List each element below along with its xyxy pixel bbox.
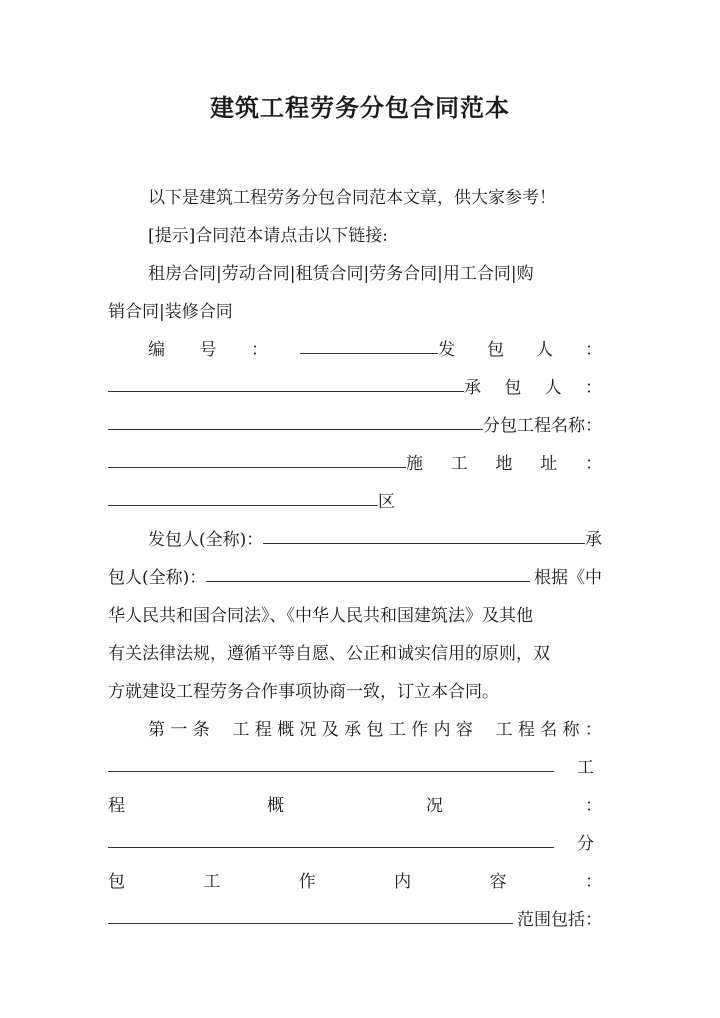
gongzuo-neirong-blank — [108, 923, 513, 924]
address-line — [108, 480, 602, 512]
fabaoren-blank — [108, 391, 464, 392]
shigong-dizhi-label: 施 工 地 址 ： — [406, 454, 602, 474]
article1-project-name-blank — [108, 771, 554, 772]
project-name-blank — [108, 467, 406, 468]
body-line-4: 有关法律法规，遵循平等自愿、公正和诚实信用的原则，双 — [108, 644, 550, 664]
fabaoren-label: 发 包 人 ： — [438, 340, 602, 360]
links-line-2: 销合同|装修合同 — [108, 302, 233, 322]
fabaoren-fullname-line — [148, 518, 602, 550]
fenbao-project-name-line — [108, 404, 602, 436]
fabaoren-fullname-label: 发包人(全称)： — [148, 530, 264, 550]
fen-char: 分 — [577, 834, 594, 854]
links-line-1: 租房合同|劳动合同|租赁合同|劳务合同|用工合同|购 — [148, 264, 534, 284]
chengbaoren-label: 承 包 人 ： — [464, 378, 602, 398]
body-line-5: 方就建设工程劳务合作事项协商一致，订立本合同。 — [108, 682, 499, 702]
qu-label: 区 — [378, 492, 395, 512]
bianhao-label: 编 号 ： — [148, 340, 268, 360]
fabaoren-fullname-blank — [263, 543, 585, 544]
document-title: 建筑工程劳务分包合同范本 — [210, 93, 510, 122]
body-line-3: 华人民共和国合同法》、《中华人民共和国建筑法》及其他 — [108, 606, 533, 626]
fenbao-project-name-label: 分包工程名称： — [483, 416, 602, 436]
project-name-blank-line — [108, 746, 602, 778]
gaikuang-blank — [108, 847, 554, 848]
bianhao-blank — [300, 353, 438, 354]
article-1-heading: 第 一 条 工 程 概 况 及 承 包 工 作 内 容 工 程 名 称 ： — [148, 720, 602, 740]
chengbaoren-fullname-line — [108, 556, 602, 588]
address-blank — [108, 505, 378, 506]
chengbaoren-line — [108, 366, 602, 398]
shigong-dizhi-line — [108, 442, 602, 474]
chengbaoren-fullname-label: 包人(全称)： — [108, 568, 207, 588]
gaikuang-line: 程 概 况 ： — [108, 796, 602, 816]
chengbaoren-fullname-blank — [206, 581, 530, 582]
intro-paragraph: 以下是建筑工程劳务分包合同范本文章，供大家参考！ — [148, 188, 556, 208]
gongzuo-neirong-line: 包 工 作 内 容 ： — [108, 872, 602, 892]
tip-paragraph: [提示]合同范本请点击以下链接: — [148, 226, 388, 246]
bianhao-fabaoren-line — [148, 328, 602, 360]
p1-end: 承 — [585, 530, 602, 550]
gong-char: 工 — [577, 758, 594, 778]
chengbaoren-blank — [108, 429, 483, 430]
fanwei-label: 范围包括： — [517, 910, 602, 930]
p2-end: 根据《中 — [534, 568, 602, 588]
fanwei-line — [108, 898, 602, 930]
gaikuang-blank-line — [108, 822, 602, 854]
